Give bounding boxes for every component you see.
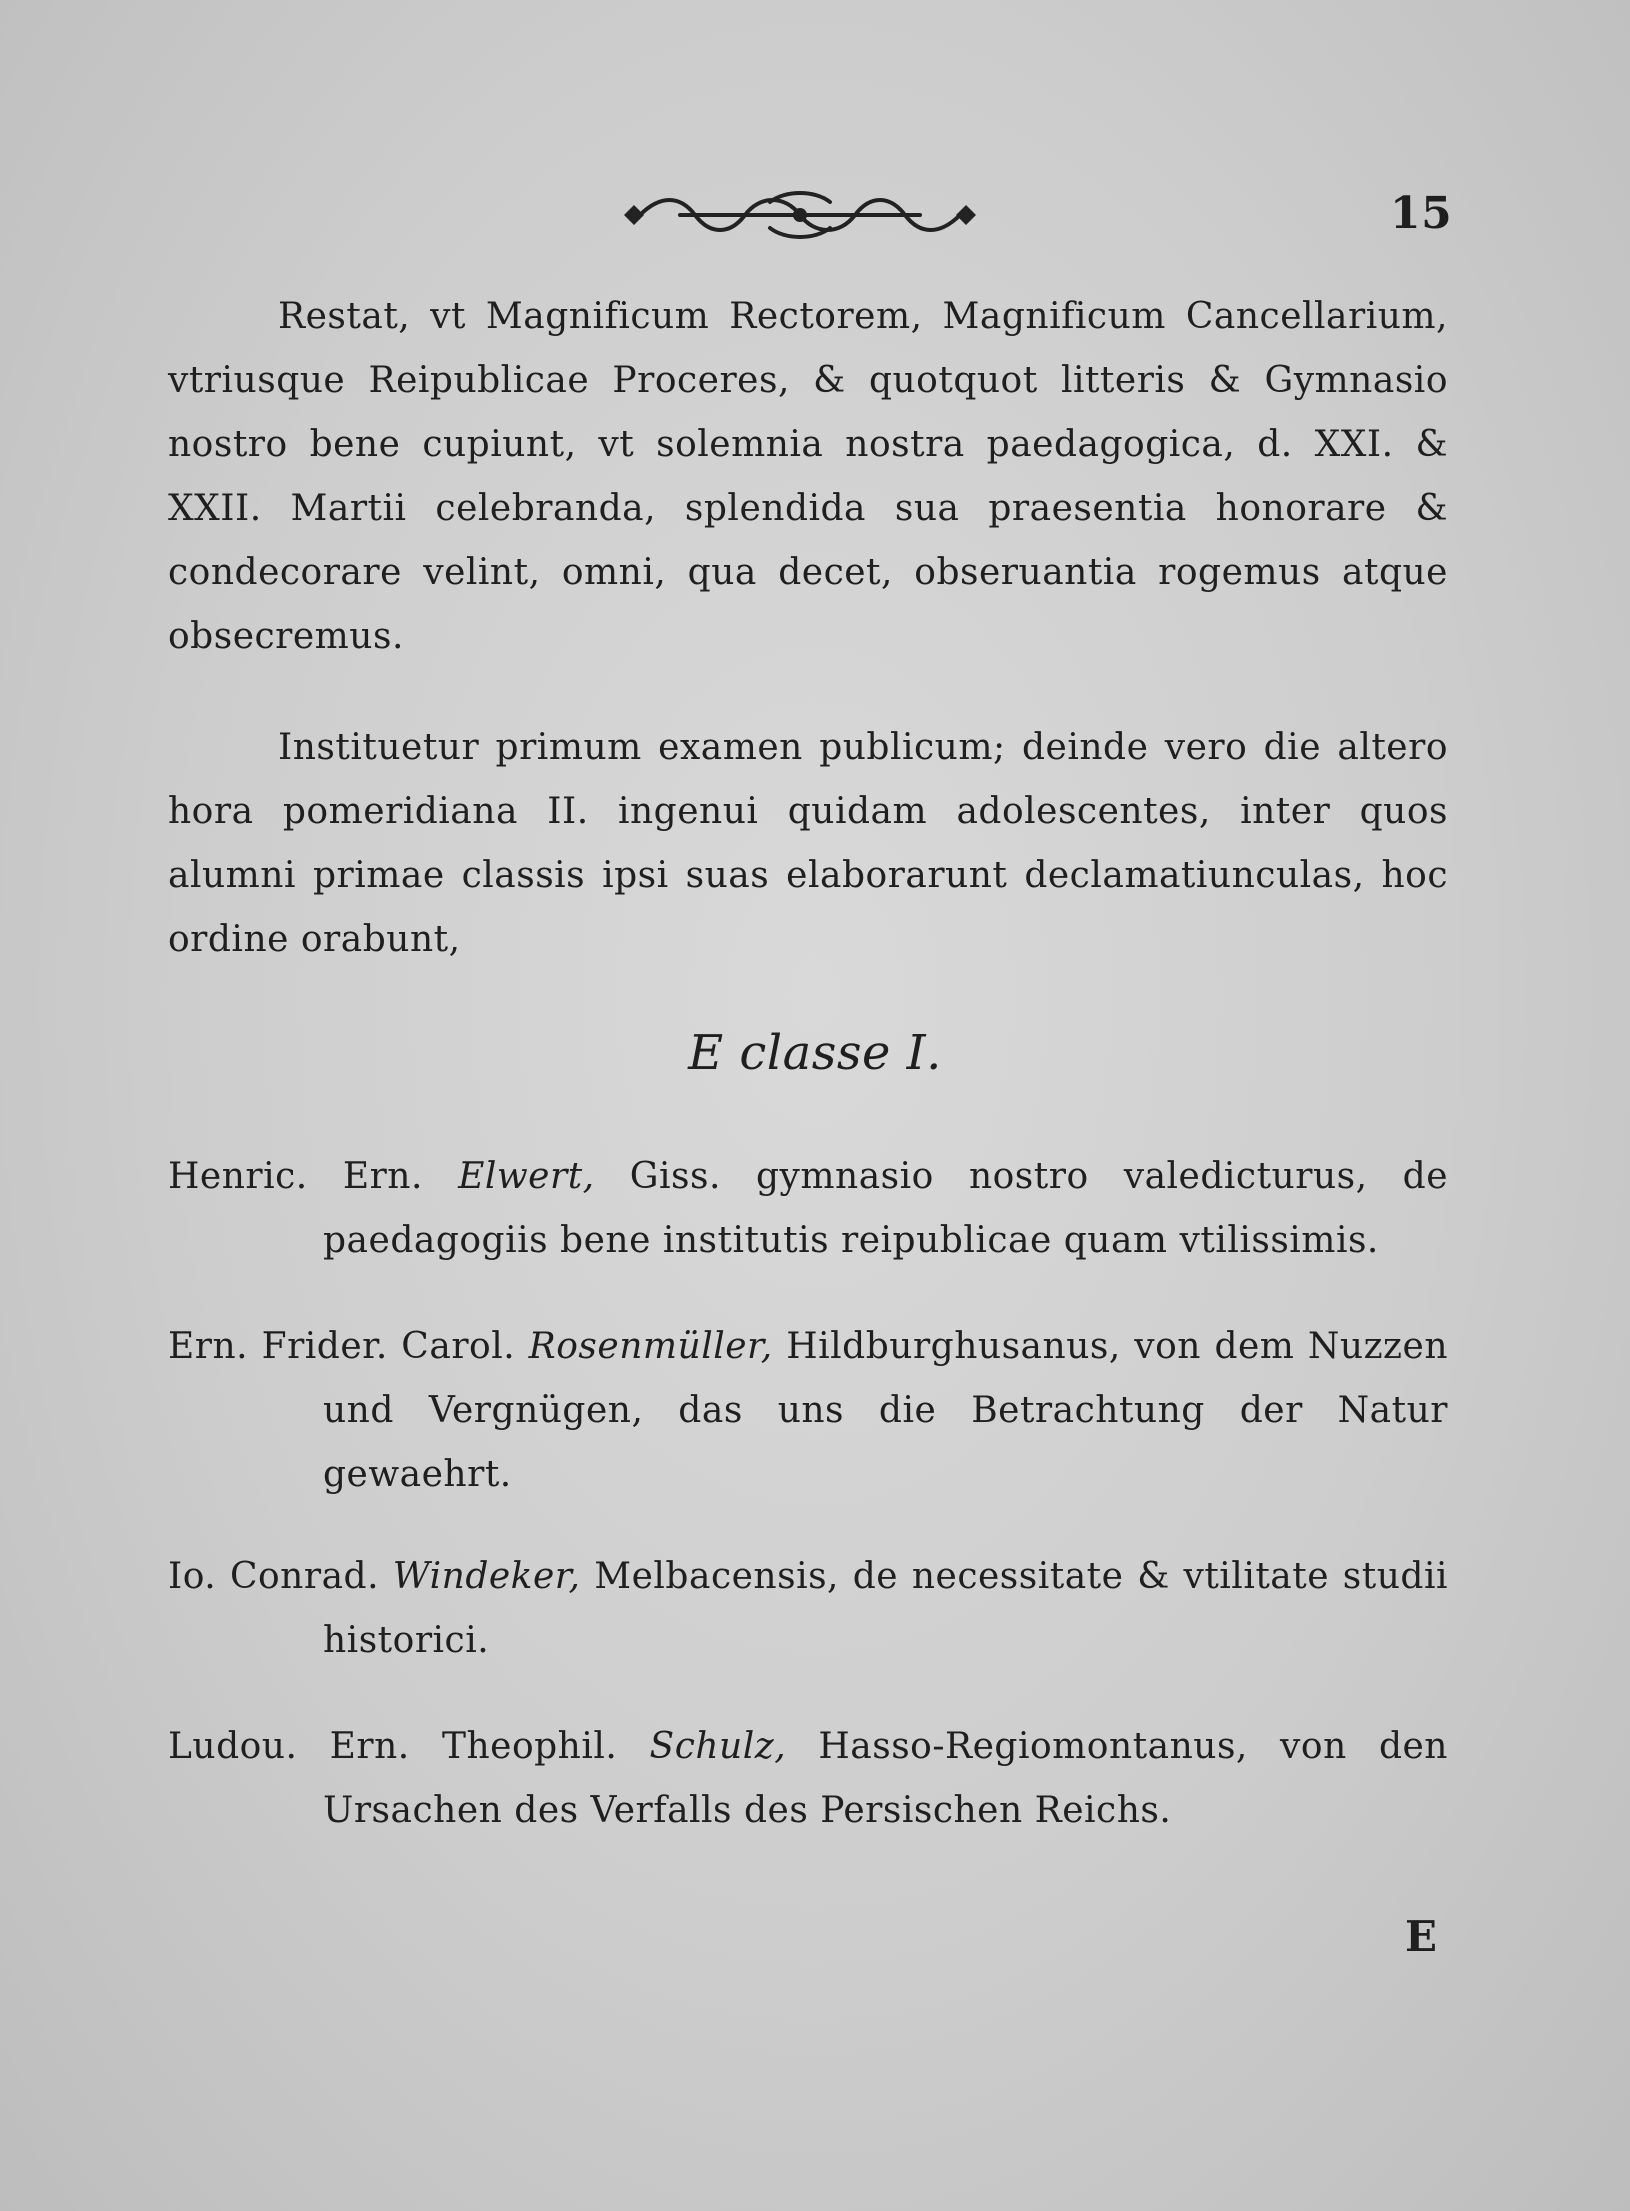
paragraph-invitation: Restat, vt Magnificum Rectorem, Magnificum Cancellarium, vtriusque Reipublicae Proceres, & quotquot litteris & Gymnasio nostro bene cupiunt, vt solemnia nostra paedagogica, d. XXI. & XXII. Martii celebranda, splendida sua praesentia honorare & condecorare velint, omni, qua decet, obseruantia rogemus atque obsecremus. (168, 296, 1448, 657)
speaker-topic: Melbacensis, de necessitate & vtilitate studii historici. (323, 1556, 1448, 1661)
speaker-prefix: Ern. Frider. Carol. (168, 1326, 516, 1367)
speaker-entry (168, 1145, 1448, 1273)
speaker-topic: Giss. gymnasio nostro valedicturus, de paedagogiis bene institutis reipublicae quam vtilissimis. (323, 1156, 1449, 1261)
speaker-prefix: Henric. Ern. (168, 1156, 423, 1197)
speaker-entry (168, 1315, 1448, 1507)
speaker-topic: Hasso-Regiomontanus, von den Ursachen des Verfalls des Persischen Reichs. (323, 1726, 1448, 1831)
speaker-surname: Rosenmüller, (528, 1326, 773, 1367)
speaker-surname: Windeker, (392, 1556, 581, 1597)
section-title: E classe I. (688, 1025, 942, 1081)
speaker-surname: Schulz, (649, 1726, 787, 1767)
speaker-prefix: Io. Conrad. (168, 1556, 380, 1597)
catchword: E (1405, 1912, 1438, 1961)
speaker-entry (168, 1715, 1448, 1843)
speaker-entry (168, 1545, 1448, 1673)
speaker-surname: Elwert, (458, 1156, 595, 1197)
speaker-topic: Hildburghusanus, von dem Nuzzen und Vergnügen, das uns die Betrachtung der Natur gewaehrt. (323, 1326, 1449, 1495)
page-number: 15 (1390, 188, 1453, 239)
speaker-prefix: Ludou. Ern. Theophil. (168, 1726, 618, 1767)
paragraph-program: Instituetur primum examen publicum; deinde vero die altero hora pomeridiana II. ingenui quidam adolescentes, inter quos alumni primae classis ipsi suas elaborarunt declamatiunculas, hoc ordine orabunt, (168, 727, 1448, 960)
printer-ornament-icon (620, 180, 980, 250)
